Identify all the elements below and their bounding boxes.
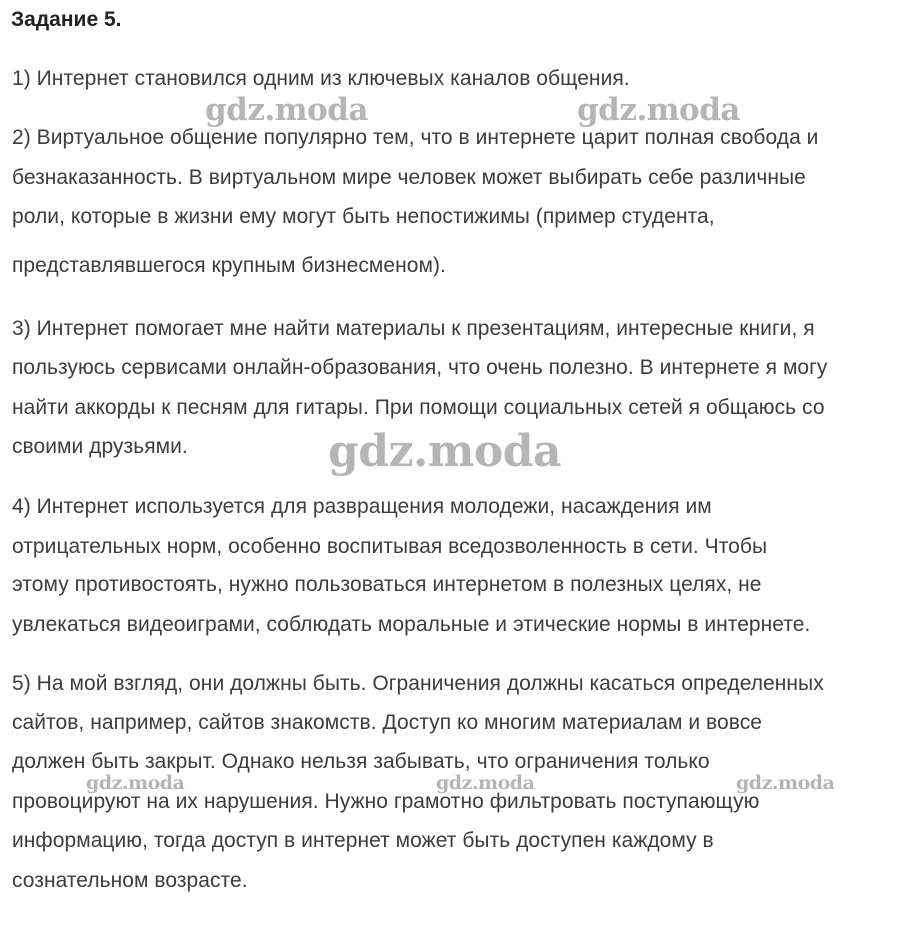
watermark: gdz.moda xyxy=(736,772,835,794)
watermark: gdz.moda xyxy=(205,92,368,128)
answer-2-line: представлявшегося крупным бизнесменом). xyxy=(12,254,446,277)
answer-1-line: 1) Интернет становился одним из ключевых каналов общения. xyxy=(12,67,630,90)
answer-2-line: роли, которые в жизни ему могут быть непостижимы (пример студента, xyxy=(12,205,715,228)
answer-4-line: этому противостоять, нужно пользоваться интернетом в полезных целях, не xyxy=(12,573,762,596)
answer-4-line: 4) Интернет используется для развращения молодежи, насаждения им xyxy=(12,495,712,518)
answer-5-line: 5) На мой взгляд, они должны быть. Ограничения должны касаться определенных xyxy=(12,672,824,695)
answer-2-line: 2) Виртуальное общение популярно тем, что в интернете царит полная свобода и xyxy=(12,126,819,149)
answer-3-line: своими друзьями. xyxy=(12,435,188,458)
watermark: gdz.moda xyxy=(86,772,185,794)
answer-5-line: провоцируют на их нарушения. Нужно грамотно фильтровать поступающую xyxy=(12,790,760,813)
answer-5-line: информацию, тогда доступ в интернет может быть доступен каждому в xyxy=(12,829,714,852)
answer-3-line: 3) Интернет помогает мне найти материалы к презентациям, интересные книги, я xyxy=(12,317,815,340)
watermark: gdz.moda xyxy=(436,772,535,794)
answer-5-line: сайтов, например, сайтов знакомств. Доступ ко многим материалам и вовсе xyxy=(12,711,763,734)
answer-3-line: найти аккорды к песням для гитары. При помощи социальных сетей я общаюсь со xyxy=(12,396,825,419)
task-title: Задание 5. xyxy=(11,8,122,31)
answer-5-line: должен быть закрыт. Однако нельзя забывать, что ограничения только xyxy=(12,750,710,773)
watermark: gdz.moda xyxy=(577,92,740,128)
answer-4-line: отрицательных норм, особенно воспитывая вседозволенность в сети. Чтобы xyxy=(12,535,768,558)
answer-4-line: увлекаться видеоиграми, соблюдать моральные и этические нормы в интернете. xyxy=(12,613,811,636)
answer-5-line: сознательном возрасте. xyxy=(12,869,248,892)
answer-3-line: пользуюсь сервисами онлайн-образования, что очень полезно. В интернете я могу xyxy=(12,356,828,379)
answer-2-line: безнаказанность. В виртуальном мире человек может выбирать себе различные xyxy=(12,166,806,189)
watermark: gdz.moda xyxy=(328,426,562,477)
